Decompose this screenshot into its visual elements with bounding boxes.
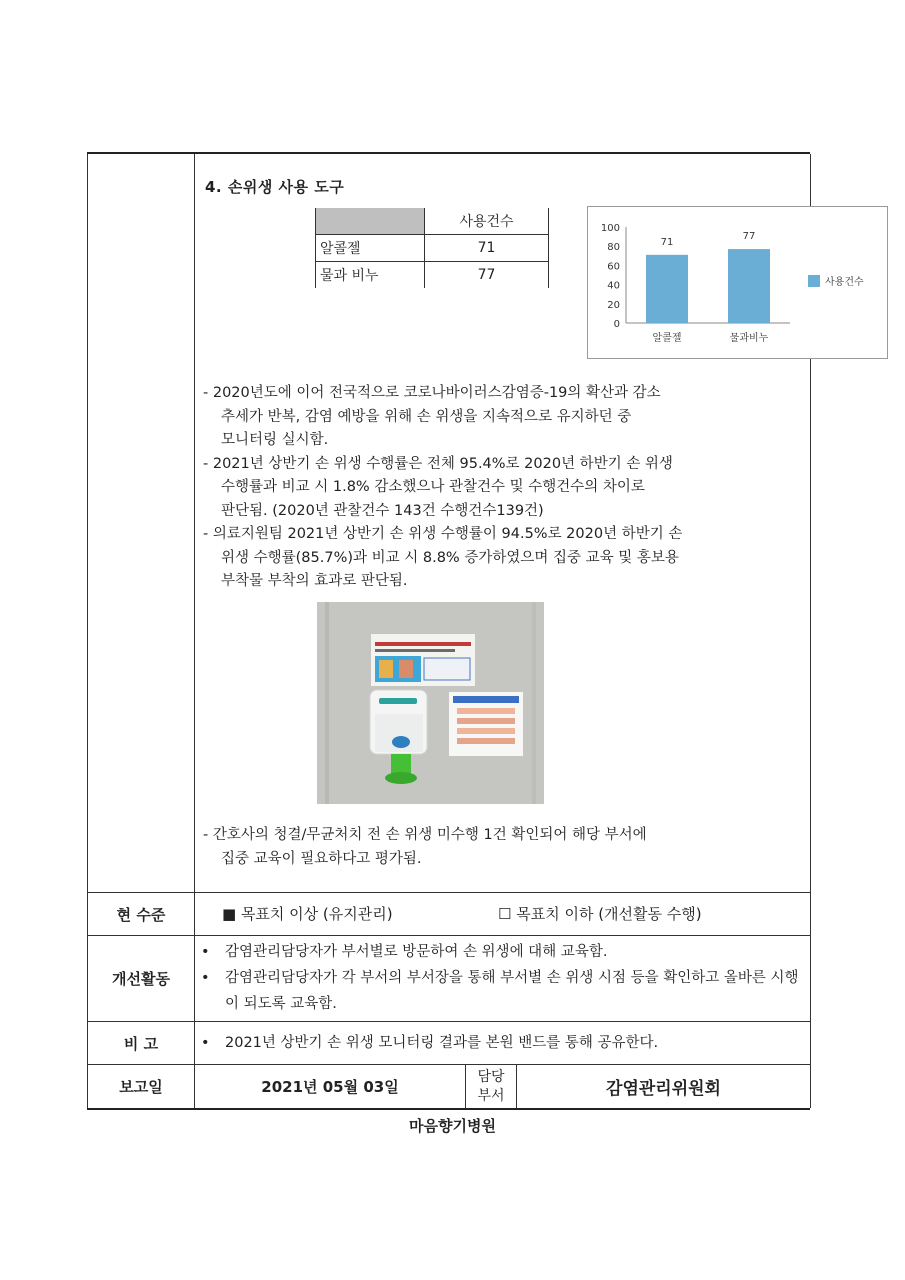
- report-sheet: [87, 152, 864, 1110]
- y-tick-label: 80: [607, 242, 620, 254]
- sanitizer-photo: [317, 602, 544, 804]
- chart-svg: [588, 207, 887, 358]
- list-item: [201, 939, 804, 965]
- paragraph-line: - 간호사의 청결/무균처치 전 손 위생 미수행 1건 확인되어 해당 부서에: [203, 827, 647, 843]
- paragraph-line: 위생 수행률(85.7%)과 비교 시 8.8% 증가하였으며 집중 교육 및 홍보용: [221, 549, 679, 566]
- hospital-name: 마음향기병원: [409, 1117, 496, 1135]
- improvement-item: 감염관리담당자가 부서별로 방문하여 손 위생에 대해 교육함.: [225, 944, 608, 960]
- usage-table: [315, 208, 549, 288]
- paragraph-line: 모니터링 실시함.: [221, 432, 329, 448]
- y-tick-label: 60: [607, 261, 620, 273]
- dept-label-line: 부서: [477, 1087, 505, 1104]
- bullet: •: [201, 970, 210, 986]
- paragraph-line: 추세가 반복, 감염 예방을 위해 손 위생을 지속적으로 유지하던 중: [221, 408, 632, 425]
- usage-bar-chart: [587, 206, 888, 359]
- table-row: [316, 235, 549, 262]
- y-tick-label: 40: [607, 280, 620, 292]
- paragraph-line: - 2020년도에 이어 전국적으로 코로나바이러스감염증-19의 확산과 감소: [203, 385, 661, 401]
- dept-label-line: 담당: [477, 1068, 505, 1085]
- y-tick-label: 20: [607, 299, 620, 311]
- status-label: 현 수준: [88, 893, 195, 936]
- chart-bar: [728, 249, 770, 323]
- usage-table-header: [316, 208, 549, 235]
- status-option-below: ☐ 목표치 이하 (개선활동 수행): [498, 905, 702, 923]
- data-label: 77: [742, 231, 756, 243]
- improvement-item: 감염관리담당자가 각 부서의 부서장을 통해 부서별 손 위생 시점 등을 확인하고 올바른 시행이 되도록 교육함.: [225, 970, 799, 1012]
- usage-row-value: 77: [425, 262, 549, 289]
- report-table: [87, 154, 864, 1108]
- usage-row-value: 71: [425, 235, 549, 262]
- paragraph-line: 수행률과 비교 시 1.8% 감소했으나 관찰건수 및 수행건수의 차이로: [221, 479, 645, 495]
- improvement-cell: [195, 936, 811, 1022]
- remarks-label: 비 고: [88, 1022, 195, 1065]
- bullet: •: [201, 1035, 210, 1051]
- remarks-cell: [195, 1022, 811, 1065]
- content-cell: [195, 154, 864, 893]
- finding-paragraph: [203, 824, 647, 871]
- status-option-above: ■ 목표치 이상 (유지관리): [222, 905, 393, 923]
- paragraph-line: 부착물 부착의 효과로 판단됨.: [221, 573, 408, 589]
- dept-name: 감염관리위원회: [517, 1065, 811, 1109]
- dept-label: [466, 1065, 517, 1109]
- usage-table-corner: [316, 208, 425, 235]
- list-item: [201, 965, 804, 1017]
- x-tick-label: 물과비누: [729, 333, 769, 344]
- content-label-cell: [88, 154, 195, 893]
- improvement-label: 개선활동: [88, 936, 195, 1022]
- usage-row-label: 물과 비누: [316, 262, 425, 289]
- legend-swatch: [808, 275, 820, 287]
- paragraph-line: - 의료지원팀 2021년 상반기 손 위생 수행률이 94.5%로 2020년 하반기 손: [203, 526, 683, 542]
- data-label: 71: [660, 236, 674, 248]
- usage-row-label: 알콜젤: [316, 235, 425, 262]
- y-tick-label: 0: [613, 319, 620, 330]
- bullet: •: [201, 944, 210, 960]
- table-row: [316, 262, 549, 289]
- report-date: 2021년 05월 03일: [195, 1065, 466, 1109]
- chart-bar: [646, 255, 688, 323]
- paragraph-line: 집중 교육이 필요하다고 평가됨.: [221, 850, 422, 867]
- analysis-paragraph: [203, 382, 682, 594]
- y-tick-label: 100: [600, 223, 620, 234]
- report-date-label: 보고일: [88, 1065, 195, 1109]
- paragraph-line: 판단됨. (2020년 관찰건수 143건 수행건수139건): [221, 502, 544, 519]
- legend-label: 사용건수: [825, 277, 864, 288]
- remarks-text: 2021년 상반기 손 위생 모니터링 결과를 본원 밴드를 통해 공유한다.: [225, 1035, 659, 1051]
- section-title: 4. 손위생 사용 도구: [205, 178, 345, 196]
- list-item: [201, 1030, 804, 1056]
- x-tick-label: 알콜젤: [652, 333, 682, 344]
- usage-table-header-count: 사용건수: [425, 208, 549, 235]
- paragraph-line: - 2021년 상반기 손 위생 수행률은 전체 95.4%로 2020년 하반기 손 위생: [203, 455, 673, 472]
- status-cell: [195, 893, 811, 936]
